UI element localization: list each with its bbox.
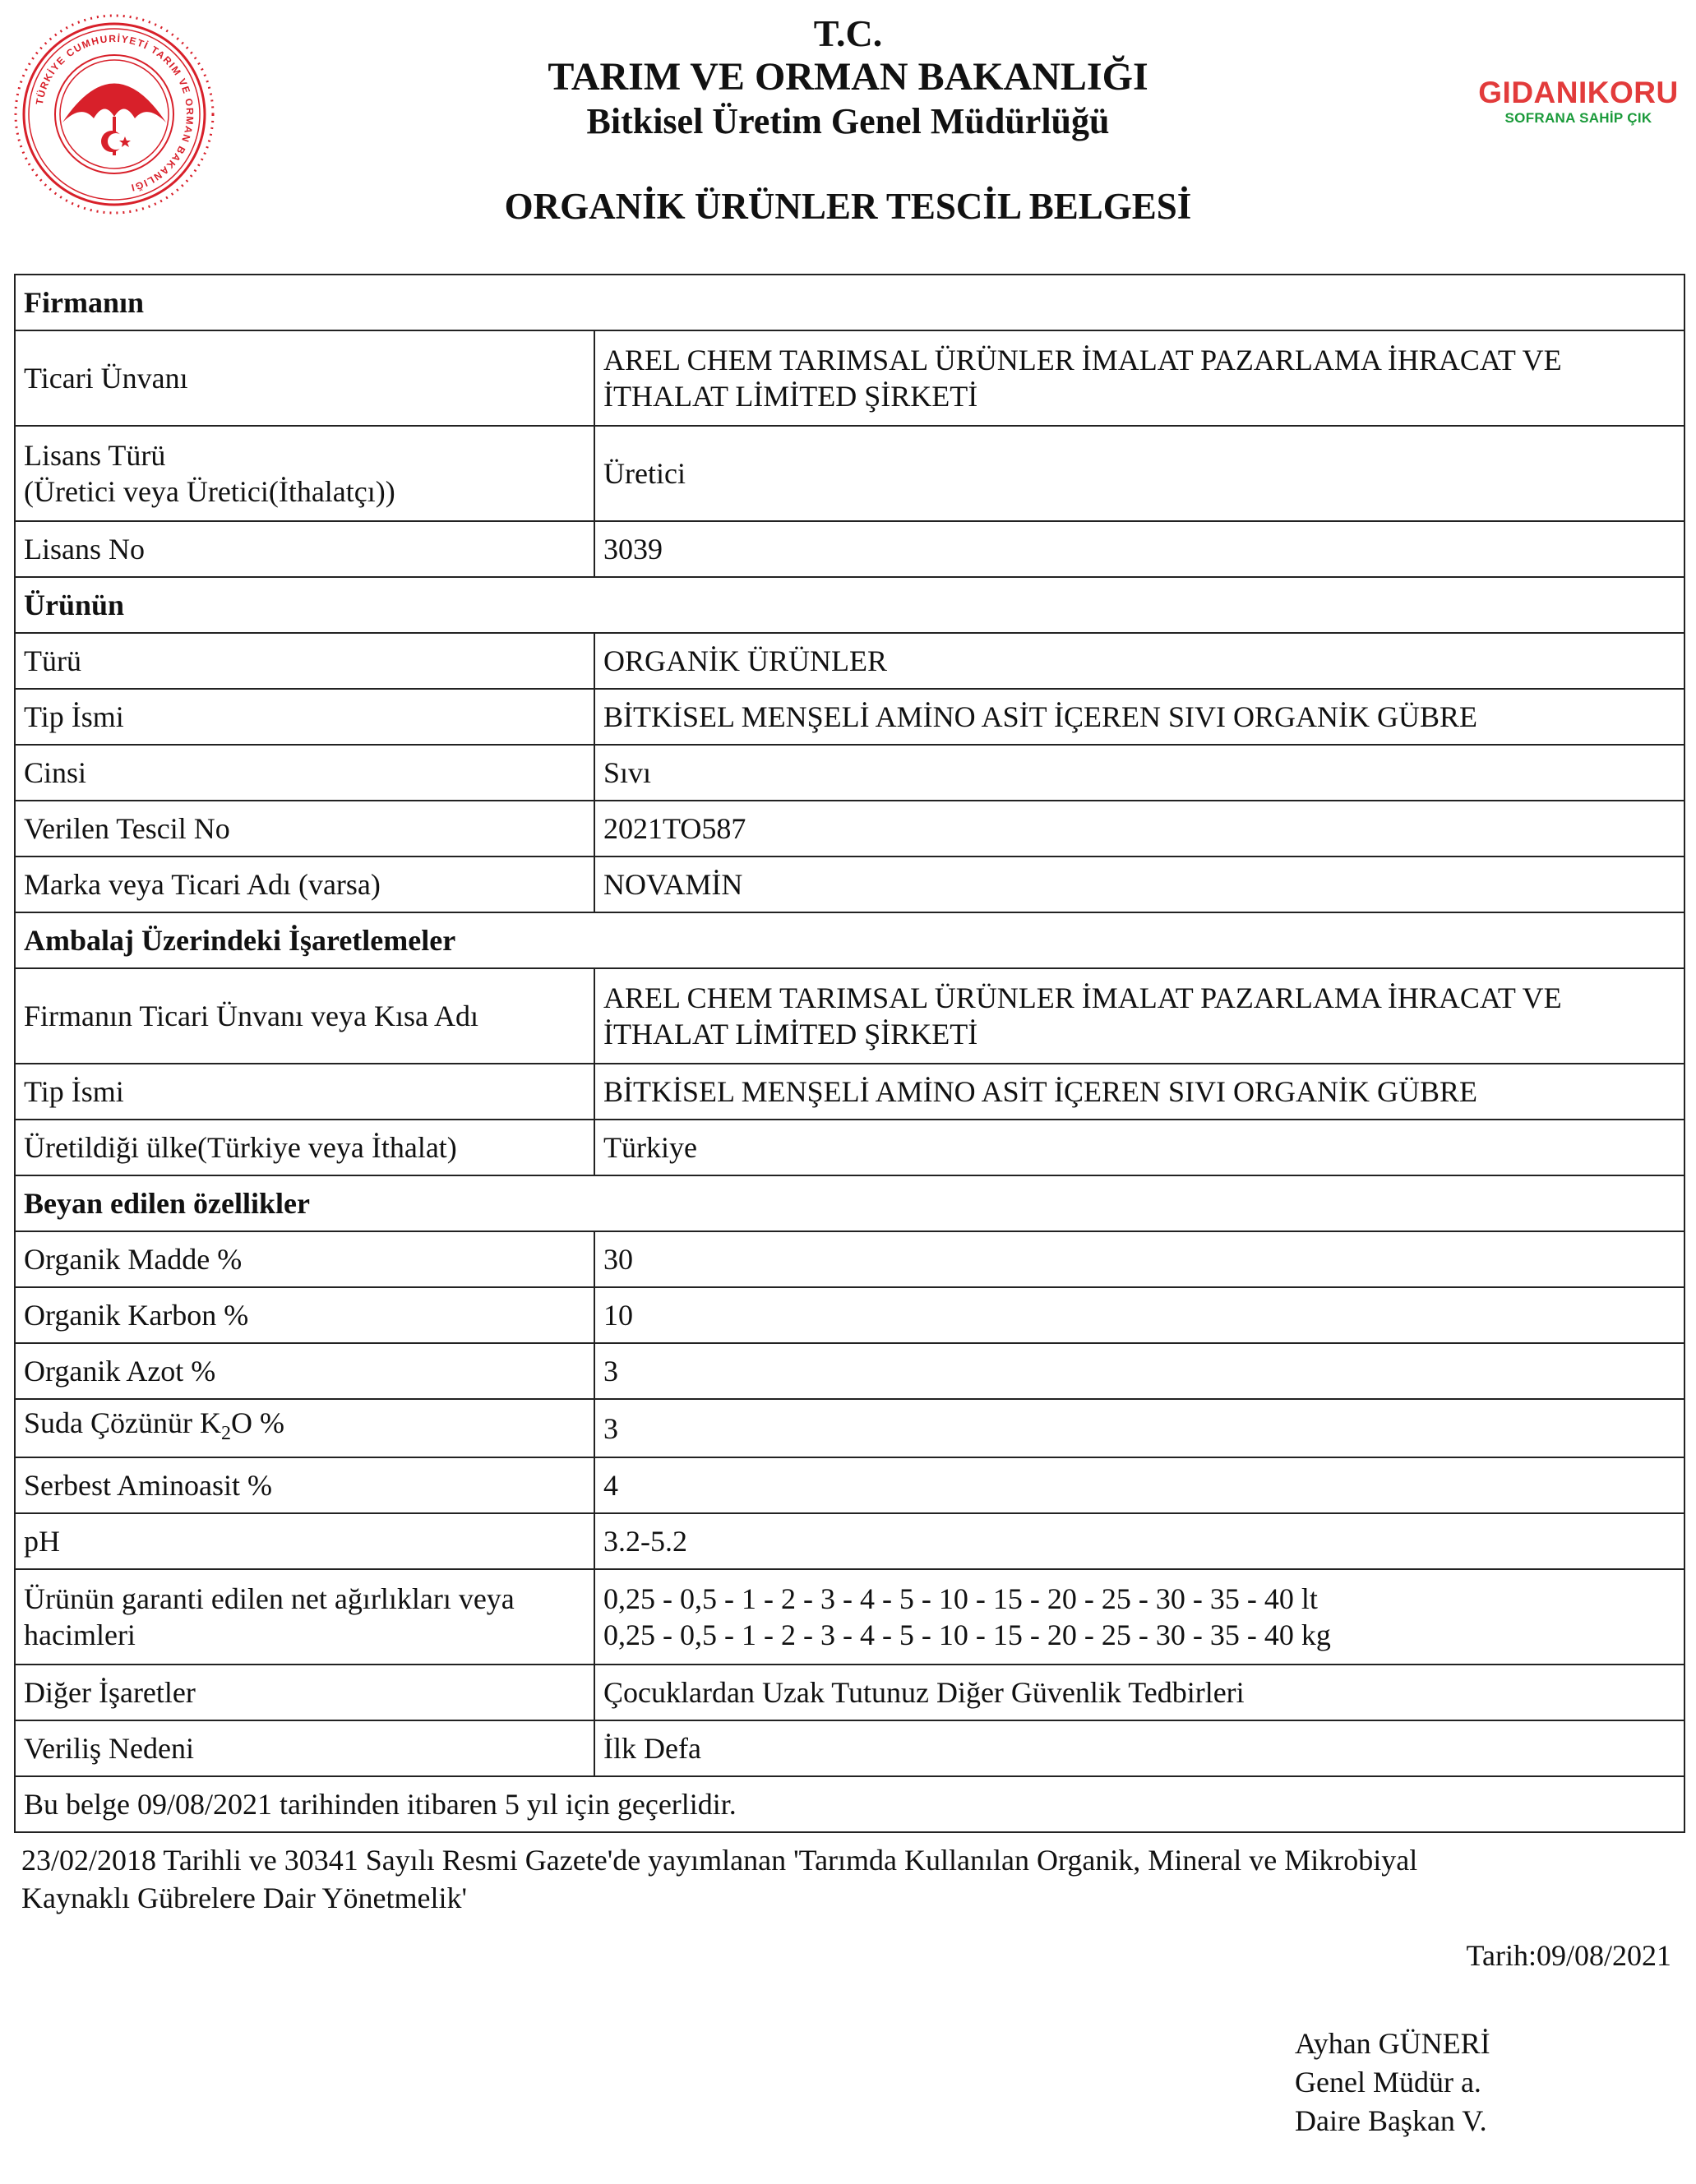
brand-name-part1: GIDANI [1478, 76, 1587, 109]
row-value: Üretici [594, 426, 1684, 521]
row-label: Organik Madde % [15, 1231, 594, 1287]
label-subscript: 2 [220, 1423, 231, 1445]
row-value: 4 [594, 1457, 1684, 1513]
section-title: Ambalaj Üzerindeki İşaretlemeler [15, 912, 1684, 968]
signatory-title: Genel Müdür a. [1295, 2066, 1481, 2099]
row-label: Organik Karbon % [15, 1287, 594, 1343]
row-label [15, 1569, 594, 1665]
document-title: ORGANİK ÜRÜNLER TESCİL BELGESİ [504, 186, 1192, 227]
row-value: İlk Defa [594, 1720, 1684, 1776]
table-row [15, 426, 1684, 521]
brand-logo [1472, 76, 1685, 127]
row-label: Ticari Ünvanı [15, 330, 594, 426]
value-line: AREL CHEM TARIMSAL ÜRÜNLER İMALAT PAZARLAMA İHRACAT VE [603, 981, 1562, 1014]
table-row [15, 1665, 1684, 1720]
table-row [15, 689, 1684, 745]
section-header-firm [15, 275, 1684, 330]
row-label: pH [15, 1513, 594, 1569]
row-value: 3 [594, 1343, 1684, 1399]
row-label [15, 1399, 594, 1457]
row-label: Üretildiği ülke(Türkiye veya İthalat) [15, 1120, 594, 1175]
label-line: (Üretici veya Üretici(İthalatçı)) [24, 475, 395, 508]
table-row [15, 1064, 1684, 1120]
row-label: Verilen Tescil No [15, 801, 594, 857]
row-value: 3039 [594, 521, 1684, 577]
brand-name-part2: KORU [1587, 76, 1679, 109]
validity-row [15, 1776, 1684, 1832]
row-value: BİTKİSEL MENŞELİ AMİNO ASİT İÇEREN SIVI ORGANİK GÜBRE [594, 689, 1684, 745]
row-label: Serbest Aminoasit % [15, 1457, 594, 1513]
signatory-name: Ayhan GÜNERİ [1295, 2027, 1490, 2060]
row-label: Türü [15, 633, 594, 689]
row-label: Diğer İşaretler [15, 1665, 594, 1720]
table-row [15, 521, 1684, 577]
label-line: hacimleri [24, 1618, 136, 1652]
section-header-declared [15, 1175, 1684, 1231]
signature-block [1295, 2025, 1490, 2140]
row-value: ORGANİK ÜRÜNLER [594, 633, 1684, 689]
table-row [15, 1120, 1684, 1175]
row-value: Çocuklardan Uzak Tutunuz Diğer Güvenlik Tedbirleri [594, 1665, 1684, 1720]
value-line: İTHALAT LİMİTED ŞİRKETİ [603, 1018, 978, 1050]
regulation-line: 23/02/2018 Tarihli ve 30341 Sayılı Resmi Gazete'de yayımlanan 'Tarımda Kullanılan Organik, Mineral ve Mikrobiyal [21, 1844, 1418, 1877]
value-line: İTHALAT LİMİTED ŞİRKETİ [603, 380, 978, 413]
row-value [594, 968, 1684, 1064]
section-title: Firmanın [15, 275, 1684, 330]
table-row [15, 1231, 1684, 1287]
row-label: Tip İsmi [15, 1064, 594, 1120]
section-header-packaging [15, 912, 1684, 968]
row-value: 30 [594, 1231, 1684, 1287]
table-row [15, 1343, 1684, 1399]
table-row [15, 801, 1684, 857]
row-value: 2021TO587 [594, 801, 1684, 857]
value-line: 0,25 - 0,5 - 1 - 2 - 3 - 4 - 5 - 10 - 15 - 20 - 25 - 30 - 35 - 40 kg [603, 1618, 1331, 1652]
row-label: Cinsi [15, 745, 594, 801]
table-row [15, 1720, 1684, 1776]
row-value: 3 [594, 1399, 1684, 1457]
label-suffix: O % [230, 1406, 284, 1439]
table-row [15, 1569, 1684, 1665]
section-header-product [15, 577, 1684, 633]
table-row [15, 330, 1684, 426]
brand-name [1472, 76, 1685, 110]
table-row [15, 1457, 1684, 1513]
row-value: 10 [594, 1287, 1684, 1343]
header-tc: T.C. [813, 12, 883, 54]
header-ministry: TARIM VE ORMAN BAKANLIĞI [548, 55, 1148, 99]
table-row [15, 857, 1684, 912]
row-value [594, 1569, 1684, 1665]
table-row [15, 633, 1684, 689]
certificate-table [14, 274, 1685, 1833]
label-line: Ürünün garanti edilen net ağırlıkları veya [24, 1582, 515, 1616]
value-line: 0,25 - 0,5 - 1 - 2 - 3 - 4 - 5 - 10 - 15 - 20 - 25 - 30 - 35 - 40 lt [603, 1582, 1318, 1616]
section-title: Beyan edilen özellikler [15, 1175, 1684, 1231]
row-value: BİTKİSEL MENŞELİ AMİNO ASİT İÇEREN SIVI ORGANİK GÜBRE [594, 1064, 1684, 1120]
brand-slogan: SOFRANA SAHİP ÇIK [1504, 110, 1652, 126]
table-row [15, 1399, 1684, 1457]
row-label: Veriliş Nedeni [15, 1720, 594, 1776]
table-row [15, 1287, 1684, 1343]
section-title: Ürünün [15, 577, 1684, 633]
row-label [15, 426, 594, 521]
signatory-title: Daire Başkan V. [1295, 2104, 1487, 2137]
row-value: Türkiye [594, 1120, 1684, 1175]
row-label: Marka veya Ticari Adı (varsa) [15, 857, 594, 912]
label-line: Lisans Türü [24, 439, 166, 472]
row-label: Organik Azot % [15, 1343, 594, 1399]
seal-ring-text: TÜRKİYE CUMHURİYETİ TARIM VE ORMAN BAKANLIĞI [33, 32, 196, 194]
row-value: Sıvı [594, 745, 1684, 801]
table-row [15, 968, 1684, 1064]
regulation-note [21, 1841, 1666, 1917]
regulation-line: Kaynaklı Gübrelere Dair Yönetmelik' [21, 1882, 467, 1914]
table-row [15, 745, 1684, 801]
header-department: Bitkisel Üretim Genel Müdürlüğü [586, 101, 1110, 141]
row-label: Firmanın Ticari Ünvanı veya Kısa Adı [15, 968, 594, 1064]
row-value [594, 330, 1684, 426]
row-value: 3.2-5.2 [594, 1513, 1684, 1569]
validity-text: Bu belge 09/08/2021 tarihinden itibaren 5 yıl için geçerlidir. [15, 1776, 1684, 1832]
issue-date: Tarih:09/08/2021 [1466, 1939, 1671, 1972]
row-label: Lisans No [15, 521, 594, 577]
label-prefix: Suda Çözünür K [24, 1406, 221, 1439]
row-label: Tip İsmi [15, 689, 594, 745]
row-value: NOVAMİN [594, 857, 1684, 912]
value-line: AREL CHEM TARIMSAL ÜRÜNLER İMALAT PAZARLAMA İHRACAT VE [603, 344, 1562, 376]
table-row [15, 1513, 1684, 1569]
